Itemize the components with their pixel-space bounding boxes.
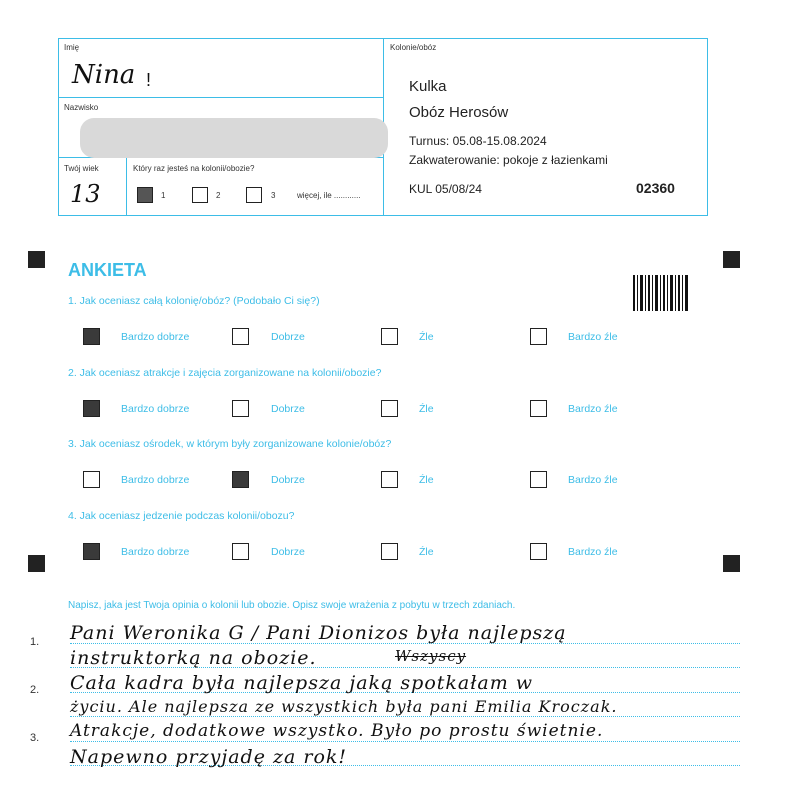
answer-line <box>70 716 740 717</box>
times-checkbox-3[interactable] <box>246 187 262 203</box>
handwritten-line: Pani Weronika G / Pani Dionizos była najlepszą <box>70 622 567 644</box>
handwritten-line: życiu. Ale najlepsza ze wszystkich była pani Emilia Kroczak. <box>70 697 618 716</box>
camp-label: Kolonie/obóz <box>390 43 437 52</box>
q1-option-bad-checkbox[interactable] <box>381 328 398 345</box>
q1-option-label: Bardzo dobrze <box>121 331 190 343</box>
opinion-prompt: Napisz, jaka jest Twoja opinia o kolonii lub obozie. Opisz swoje wrażenia z pobytu w trzech zdaniach. <box>68 600 516 611</box>
registration-marker <box>723 251 740 268</box>
times-checkbox-2[interactable] <box>192 187 208 203</box>
q1-option-good-checkbox[interactable] <box>232 328 249 345</box>
last-name-label: Nazwisko <box>64 103 99 112</box>
q4-option-very-good-checkbox[interactable] <box>83 543 100 560</box>
times-label: Który raz jesteś na kolonii/obozie? <box>133 164 255 173</box>
q2-option-label: Bardzo dobrze <box>121 403 190 415</box>
answer-line <box>70 741 740 742</box>
q3-option-good-checkbox[interactable] <box>232 471 249 488</box>
q2-option-very-good-checkbox[interactable] <box>83 400 100 417</box>
times-option-1: 1 <box>161 191 166 200</box>
q1-option-very-bad-checkbox[interactable] <box>530 328 547 345</box>
header-row-divider <box>58 97 383 98</box>
redacted-surname <box>80 118 388 158</box>
q2-option-very-bad-checkbox[interactable] <box>530 400 547 417</box>
registration-marker <box>723 555 740 572</box>
times-option-more: więcej, ile ............ <box>297 191 361 200</box>
times-option-2: 2 <box>216 191 221 200</box>
q3-option-label: Źle <box>419 474 434 486</box>
q3-option-very-good-checkbox[interactable] <box>83 471 100 488</box>
times-option-3: 3 <box>271 191 276 200</box>
q4-option-label: Źle <box>419 546 434 558</box>
q2-option-good-checkbox[interactable] <box>232 400 249 417</box>
camp-code: KUL 05/08/24 <box>409 182 482 196</box>
first-name-mark: ! <box>146 70 152 90</box>
age-value: 13 <box>70 180 101 208</box>
q2-option-label: Dobrze <box>271 403 305 415</box>
first-name-label: Imię <box>64 43 80 52</box>
q4-option-label: Dobrze <box>271 546 305 558</box>
q3-option-bad-checkbox[interactable] <box>381 471 398 488</box>
question-2: 2. Jak oceniasz atrakcje i zajęcia zorganizowane na kolonii/obozie? <box>68 367 382 379</box>
handwritten-line: Atrakcje, dodatkowe wszystko. Było po prostu świetnie. <box>70 721 604 741</box>
line-number: 1. <box>30 636 40 648</box>
q2-option-label: Źle <box>419 403 434 415</box>
form-number: 02360 <box>636 180 675 196</box>
barcode-icon <box>633 275 689 311</box>
handwritten-line: Napewno przyjadę za rok! <box>70 746 348 768</box>
line-number: 2. <box>30 684 40 696</box>
handwritten-line: instruktorką na obozie. <box>70 647 317 669</box>
q3-option-label: Dobrze <box>271 474 305 486</box>
question-4: 4. Jak oceniasz jedzenie podczas kolonii/obozu? <box>68 510 295 522</box>
registration-marker <box>28 555 45 572</box>
q4-option-good-checkbox[interactable] <box>232 543 249 560</box>
times-checkbox-1[interactable] <box>137 187 153 203</box>
age-label: Twój wiek <box>64 164 99 173</box>
survey-title: ANKIETA <box>68 260 147 280</box>
q2-option-bad-checkbox[interactable] <box>381 400 398 417</box>
q3-option-label: Bardzo źle <box>568 474 618 486</box>
question-3: 3. Jak oceniasz ośrodek, w którym były zorganizowane kolonie/obóz? <box>68 438 392 450</box>
crossed-out-word: Wszyscy <box>395 647 467 665</box>
q3-option-label: Bardzo dobrze <box>121 474 190 486</box>
first-name-value: Nina <box>72 60 136 90</box>
camp-title: Obóz Herosów <box>409 104 509 121</box>
q4-option-label: Bardzo źle <box>568 546 618 558</box>
q4-option-very-bad-checkbox[interactable] <box>530 543 547 560</box>
handwritten-line: Cała kadra była najlepsza jaką spotkałam w <box>70 672 534 694</box>
q1-option-label: Źle <box>419 331 434 343</box>
question-1: 1. Jak oceniasz całą kolonię/obóz? (Podobało Ci się?) <box>68 295 320 307</box>
registration-marker <box>28 251 45 268</box>
q4-option-bad-checkbox[interactable] <box>381 543 398 560</box>
accommodation: Zakwaterowanie: pokoje z łazienkami <box>409 153 608 167</box>
q1-option-label: Dobrze <box>271 331 305 343</box>
q1-option-very-good-checkbox[interactable] <box>83 328 100 345</box>
camp-name: Kulka <box>409 78 447 95</box>
header-cell-divider <box>126 157 127 216</box>
line-number: 3. <box>30 732 40 744</box>
turnus: Turnus: 05.08-15.08.2024 <box>409 134 547 148</box>
q3-option-very-bad-checkbox[interactable] <box>530 471 547 488</box>
q1-option-label: Bardzo źle <box>568 331 618 343</box>
q4-option-label: Bardzo dobrze <box>121 546 190 558</box>
q2-option-label: Bardzo źle <box>568 403 618 415</box>
